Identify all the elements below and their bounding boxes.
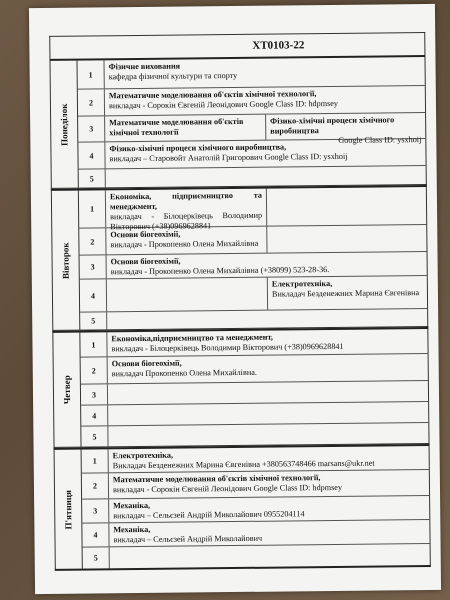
lesson-row (80, 329, 427, 358)
lesson-number: 3 (78, 116, 105, 141)
lesson-subject: Основи біогеохімії, (110, 229, 181, 240)
lesson-row (82, 496, 429, 524)
lesson-teacher: Викладач Безденежних Марина Євгенівна (271, 288, 420, 299)
lesson-subject: Електротехніка, (112, 450, 174, 461)
lesson-number: 3 (81, 384, 108, 404)
lesson-number: 5 (79, 169, 106, 187)
lesson-row (82, 520, 429, 548)
lesson-teacher: викладач – Старовойт Анатолій Григорович Google Class ID: ysxhoij (109, 151, 348, 164)
lesson-subject: Математичне моделювання об'єктів хімічної технології, (108, 89, 317, 101)
lesson-teacher: викладач - Сорокін Євгеній Леонідович Google Class ID: hdpmsey (112, 482, 343, 495)
lesson-number: 5 (80, 312, 107, 329)
lesson-row (80, 309, 427, 330)
lesson-subject: Фізичне виховання (108, 61, 181, 72)
day-block-monday (49, 55, 426, 189)
lesson-number: 4 (82, 523, 109, 546)
lesson-row (83, 544, 430, 569)
lesson-subject: Механіка, (113, 500, 151, 511)
lesson-row (80, 276, 427, 313)
lesson-row (80, 252, 427, 280)
lesson-number: 5 (81, 426, 108, 446)
lesson-subject (271, 227, 422, 229)
lesson-subject: Математичне моделювання об'єктів хімічної технології, (112, 473, 321, 485)
lesson-number: 2 (79, 228, 106, 254)
lesson-teacher: викладач - Прокопенко Олена Михайлівна (+38099) 523-28-36. (110, 265, 330, 277)
lesson-subject: Фізико-хімічні процеси хімічного виробництва (270, 115, 395, 136)
lesson-number: 5 (83, 547, 110, 568)
lesson-number: 1 (79, 190, 106, 227)
day-name: Четвер (53, 333, 81, 447)
lesson-number: 4 (78, 142, 105, 168)
lesson-number: 2 (82, 473, 109, 498)
lesson-row (78, 86, 425, 117)
day-name: П'ятниця (55, 450, 83, 569)
lesson-teacher: Викладач Безденежних Марина Євгенівна +380563748466 marsans@ukr.net (112, 458, 375, 471)
lesson-row (79, 166, 426, 188)
lesson-subject (111, 311, 423, 314)
lesson-number: 4 (80, 279, 107, 311)
lesson-number: 3 (82, 499, 109, 522)
day-block-thursday (52, 327, 429, 448)
lesson-teacher: викладач - Білоцерківець Володимир Вікторович (+38)0969628841 (110, 210, 263, 232)
lesson-row (78, 139, 425, 170)
day-name: Понеділок (50, 61, 78, 188)
lesson-row (81, 354, 428, 385)
group-code: ХТ0103-22 (252, 39, 305, 52)
lesson-subject: Механіка, (113, 524, 151, 535)
lesson-subject: Електротехніка, (271, 278, 333, 289)
schedule-sheet (29, 4, 441, 594)
lesson-subject: Економіка, підприємництво та менеджмент, (109, 190, 262, 212)
lesson-subject: Основи біогеохімії, (111, 358, 182, 369)
schedule-table (49, 32, 431, 571)
lesson-row (82, 446, 429, 474)
lesson-number: 4 (81, 405, 108, 425)
lesson-row (81, 423, 428, 447)
day-block-tuesday (51, 185, 428, 331)
day-name: Вівторок (52, 191, 80, 330)
lesson-teacher: викладач - Прокопенко Олена Михайлівна (110, 238, 259, 250)
lesson-subject (111, 280, 263, 282)
lesson-number: 1 (77, 60, 104, 88)
lesson-subject (110, 168, 422, 171)
lesson-subject: Основи біогеохімії, (110, 256, 181, 267)
lesson-number: 1 (82, 449, 109, 472)
lesson-row (79, 225, 426, 256)
lesson-teacher: викладач - Сорокін Євгеній Леонідович Google Class ID: hdpmsey (108, 98, 339, 111)
lesson-number: 1 (80, 332, 107, 356)
lesson-teacher: викладач Прокопенко Олена Михайлівна. (111, 367, 257, 379)
lesson-row (78, 113, 425, 143)
lesson-subject (271, 189, 422, 191)
lesson-subject: Економіка,підприємництво та менеджмент, (111, 332, 273, 344)
lesson-subject: Математичне моделювання об'єктів хімічної технології (109, 116, 244, 138)
lesson-row (77, 57, 424, 90)
lesson-row (79, 187, 426, 232)
day-block-friday (54, 444, 431, 571)
lesson-subject: Фізико-хімічні процеси хімічного виробництва, (109, 142, 287, 154)
lesson-teacher: викладач - Білоцерківець Володимир Вікторович (+38)0969628841 (111, 341, 344, 354)
lesson-number: 3 (80, 255, 107, 278)
lesson-teacher: викладач – Сельєзей Андрій Миколайович (113, 533, 263, 545)
lesson-number: 2 (78, 89, 105, 115)
lesson-row (82, 470, 429, 500)
lesson-teacher: Google Class ID: ysxhoij (338, 135, 422, 145)
lesson-teacher: кафедра фізичної культури та спорту (108, 70, 238, 82)
lesson-number: 2 (81, 357, 108, 383)
lesson-teacher: викладач – Сельєзей Андрій Миколайович 0955204114 (113, 509, 305, 521)
